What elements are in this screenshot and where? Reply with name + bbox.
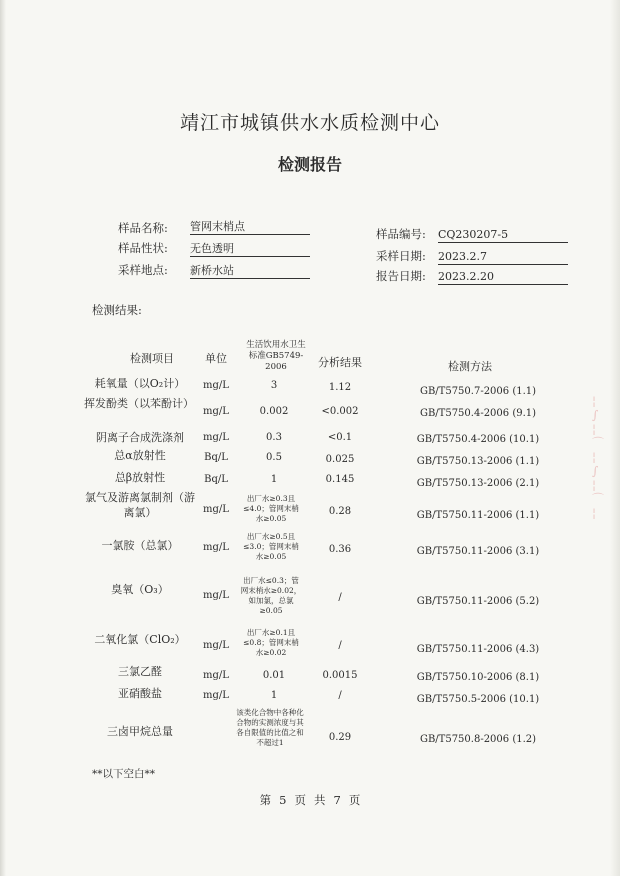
row-standard: 0.002	[259, 406, 289, 417]
row-unit: mg/L	[203, 406, 229, 417]
row-unit: mg/L	[203, 670, 229, 681]
row-unit: mg/L	[203, 590, 229, 601]
row-result: 1.12	[328, 382, 352, 393]
row-item: 三氯乙醛	[118, 665, 162, 678]
row-item: 亚硝酸盐	[118, 687, 162, 700]
header-standard: 生活饮用水卫生标准GB5749-2006	[246, 340, 306, 372]
footer-page-word: 页	[294, 793, 306, 807]
footer-page-number: 5	[279, 793, 287, 807]
row-result: 0.0015	[322, 670, 358, 681]
row-unit: mg/L	[203, 640, 229, 651]
row-method: GB/T5750.4-2006 (9.1)	[419, 408, 537, 419]
row-method: GB/T5750.11-2006 (3.1)	[416, 546, 540, 557]
row-method: GB/T5750.11-2006 (1.1)	[416, 510, 540, 521]
row-result: 0.36	[328, 544, 352, 555]
blank-below-note: **以下空白**	[92, 768, 155, 780]
row-item: 总α放射性	[114, 449, 166, 462]
row-unit: mg/L	[203, 690, 229, 701]
row-method: GB/T5750.4-2006 (10.1)	[416, 434, 540, 445]
row-standard: 出厂水≥0.1且≤0.8；管网末梢水≥0.02	[243, 628, 299, 657]
document-title: 检测报告	[277, 155, 342, 174]
row-result: /	[338, 640, 342, 651]
footer-total-word: 共	[314, 793, 326, 807]
footer-total-pages: 7	[333, 793, 341, 807]
page-footer	[0, 792, 620, 808]
row-method: GB/T5750.5-2006 (10.1)	[416, 694, 540, 705]
row-standard: 1	[270, 690, 278, 701]
row-result: /	[338, 690, 342, 701]
row-result: <0.1	[327, 432, 353, 443]
row-standard: 出厂水≥0.3且≤4.0；管网末梢水≥0.05	[243, 494, 299, 523]
row-unit: mg/L	[203, 432, 229, 443]
row-method: GB/T5750.8-2006 (1.2)	[419, 734, 537, 745]
row-method: GB/T5750.13-2006 (2.1)	[416, 478, 540, 489]
sample-date-label: 采样日期:	[376, 249, 426, 263]
sample-number-label: 样品编号:	[376, 227, 426, 241]
results-label: 检测结果:	[92, 303, 142, 317]
row-result: 0.025	[325, 454, 355, 465]
row-standard: 0.3	[266, 432, 282, 443]
row-result: <0.002	[321, 406, 359, 417]
organization-title: 靖江市城镇供水水质检测中心	[179, 112, 440, 134]
row-standard: 0.01	[262, 670, 286, 681]
row-standard: 0.5	[266, 452, 282, 463]
row-unit: mg/L	[203, 504, 229, 515]
row-method: GB/T5750.13-2006 (1.1)	[416, 456, 540, 467]
row-standard: 出厂水≤0.3；管网末梢水≥0.02，如加氯，总氯≥0.05	[240, 576, 302, 615]
row-item: 总β放射性	[114, 471, 166, 484]
row-unit: Bq/L	[204, 452, 228, 463]
sample-date-value: 2023.2.7	[438, 250, 568, 265]
report-date-value: 2023.2.20	[438, 270, 568, 285]
row-item: 阴离子合成洗涤剂	[96, 431, 184, 444]
row-item: 氯气及游离氯制剂（游离氯）	[85, 491, 195, 519]
row-item: 一氯胺（总氯）	[101, 539, 179, 552]
row-standard: 出厂水≥0.5且≤3.0；管网末梢水≥0.05	[243, 532, 299, 561]
sample-name-label: 样品名称:	[118, 221, 168, 235]
row-method: GB/T5750.11-2006 (4.3)	[416, 644, 540, 655]
header-item: 检测项目	[130, 352, 174, 365]
report-date-label: 报告日期:	[376, 269, 426, 283]
sample-name-value: 管网末梢点	[190, 220, 310, 235]
row-unit: mg/L	[203, 542, 229, 553]
header-result: 分析结果	[318, 356, 362, 369]
row-result: 0.145	[325, 474, 355, 485]
seal-stamp-edge: ¦ ∫ ¦ ⌒ ¦ ∫ ¦ ⌒ ¦	[592, 394, 605, 520]
row-unit: Bq/L	[204, 474, 228, 485]
row-item: 二氧化氯（ClO₂）	[94, 633, 186, 646]
row-item: 挥发酚类（以苯酚计）	[84, 397, 194, 410]
footer-prefix: 第	[259, 793, 272, 807]
row-standard: 1	[270, 474, 278, 485]
row-standard: 该类化合物中各种化合物的实测浓度与其各自限值的比值之和不超过1	[236, 708, 304, 747]
header-unit: 单位	[205, 352, 227, 365]
row-result: 0.28	[328, 506, 352, 517]
row-item: 三卤甲烷总量	[107, 725, 173, 738]
sample-state-label: 样品性状:	[118, 241, 168, 255]
row-method: GB/T5750.11-2006 (5.2)	[416, 596, 540, 607]
sample-site-label: 采样地点:	[118, 263, 168, 277]
row-unit: mg/L	[203, 380, 229, 391]
sample-number-value: CQ230207-5	[438, 228, 568, 243]
row-method: GB/T5750.7-2006 (1.1)	[419, 386, 537, 397]
row-standard: 3	[270, 380, 278, 391]
row-method: GB/T5750.10-2006 (8.1)	[416, 672, 540, 683]
header-method: 检测方法	[448, 360, 492, 373]
sample-state-value: 无色透明	[190, 242, 310, 257]
row-result: 0.29	[328, 732, 352, 743]
sample-site-value: 新桥水站	[190, 264, 310, 279]
row-item: 臭氧（O₃）	[111, 583, 169, 596]
footer-suffix: 页	[348, 793, 361, 807]
row-result: /	[338, 592, 342, 603]
row-item: 耗氧量（以O₂计）	[94, 377, 186, 390]
